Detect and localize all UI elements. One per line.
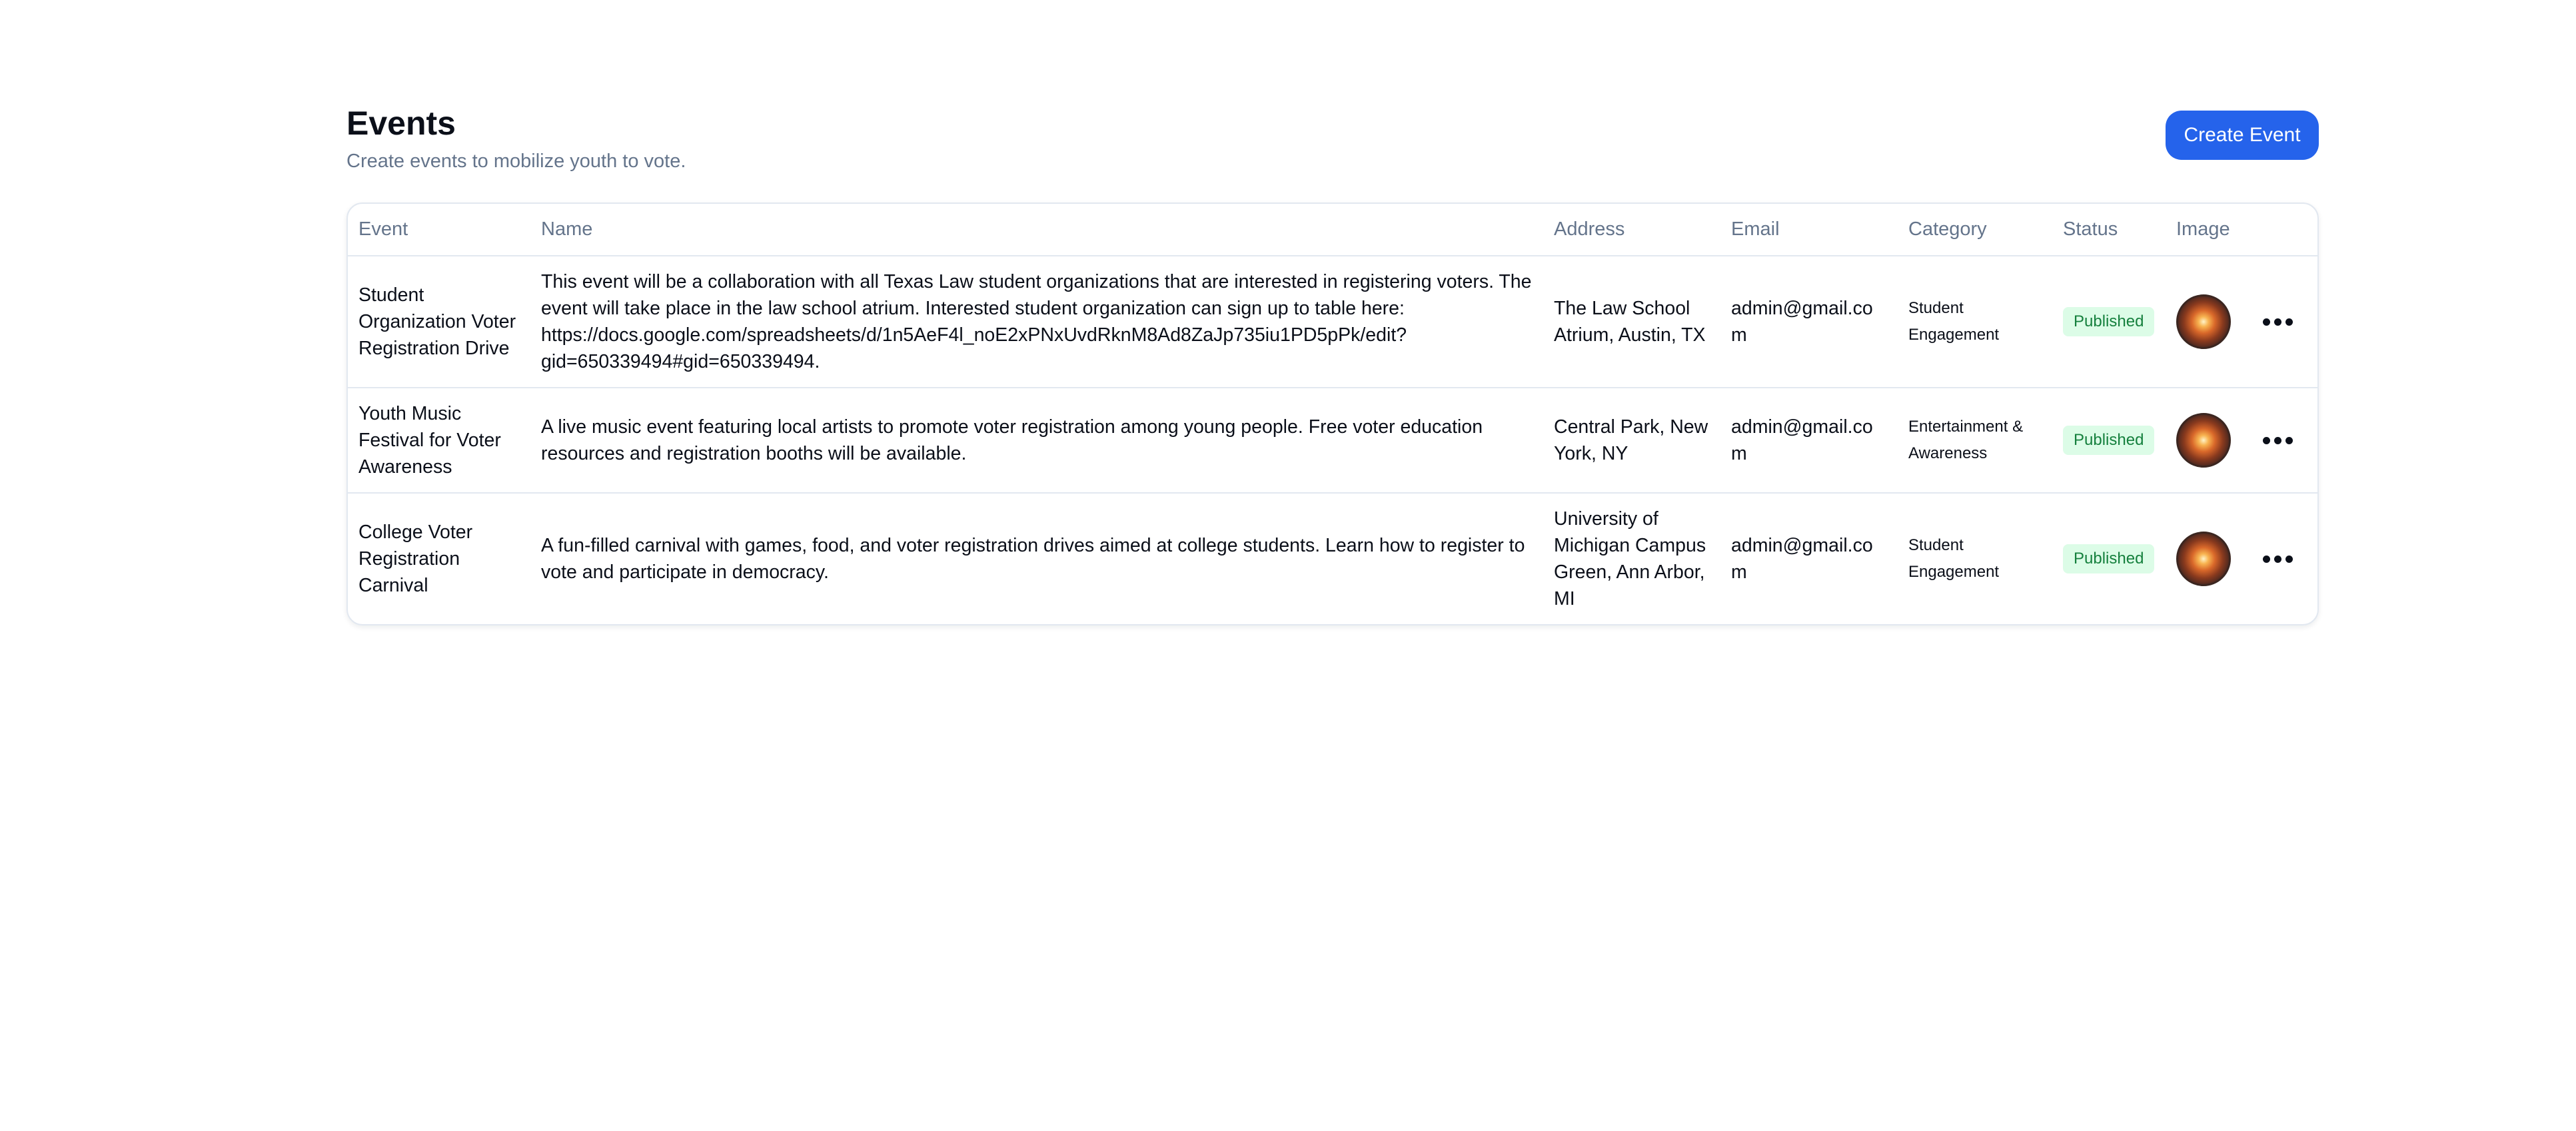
event-image-thumbnail-icon[interactable] [2176, 413, 2231, 468]
status-cell [2052, 388, 2166, 493]
page-title: Events [346, 105, 456, 142]
image-cell [2166, 493, 2251, 624]
create-event-button[interactable]: Create Event [2166, 111, 2319, 160]
category-cell: Student Engagement [1898, 256, 2052, 388]
address-cell: Central Park, New York, NY [1543, 388, 1720, 493]
status-cell [2052, 493, 2166, 624]
page-subtitle: Create events to mobilize youth to vote. [346, 151, 686, 172]
name-cell: This event will be a collaboration with all Texas Law student organizations that are interested in registering voters. The event will take place in the law school atrium. Interested student organization can sign up to table here: https://docs.google.com/spreadsheets/d/1n5AeF4l_noE2xPNxUvdRknM8Ad8ZaJp735iu1PD5pPk/edit?gid=650339494#gid=650339494. [530, 256, 1543, 388]
header-text [346, 100, 686, 175]
email-cell: admin@gmail.com [1731, 535, 1873, 583]
event-cell: College Voter Registration Carnival [358, 522, 473, 596]
column-header-name[interactable]: Name [530, 204, 1543, 256]
table-row[interactable] [348, 256, 2319, 388]
events-table [348, 204, 2319, 624]
column-header-actions [2251, 204, 2319, 256]
column-header-address[interactable]: Address [1543, 204, 1720, 256]
actions-cell [2251, 388, 2319, 493]
image-cell [2166, 388, 2251, 493]
image-cell [2166, 256, 2251, 388]
name-cell: A fun-filled carnival with games, food, and voter registration drives aimed at college students. Learn how to register to vote and participate in democracy. [541, 535, 1525, 583]
category-cell: Entertainment & Awareness [1898, 388, 2052, 493]
name-cell: A live music event featuring local artists to promote voter registration among young people. Free voter education resources and registration booths will be available. [530, 388, 1543, 493]
column-header-category[interactable]: Category [1898, 204, 2052, 256]
events-table-container [346, 202, 2319, 625]
event-cell: Student Organization Voter Registration Drive [348, 256, 530, 388]
event-image-thumbnail-icon[interactable] [2176, 294, 2231, 349]
more-options-icon[interactable] [2261, 549, 2293, 569]
more-options-icon[interactable] [2261, 430, 2293, 450]
status-badge: Published [2063, 307, 2154, 336]
actions-cell [2251, 493, 2319, 624]
event-image-thumbnail-icon[interactable] [2176, 532, 2231, 586]
events-page [346, 100, 2319, 625]
email-cell: admin@gmail.com [1720, 388, 1898, 493]
column-header-event[interactable]: Event [348, 204, 530, 256]
column-header-image[interactable]: Image [2166, 204, 2251, 256]
table-row[interactable] [348, 493, 2319, 624]
category-cell: Student Engagement [1908, 536, 2000, 581]
table-header-row [348, 204, 2319, 256]
event-cell: Youth Music Festival for Voter Awareness [348, 388, 530, 493]
table-row[interactable] [348, 388, 2319, 493]
address-cell: The Law School Atrium, Austin, TX [1543, 256, 1720, 388]
address-cell: University of Michigan Campus Green, Ann Arbor, MI [1554, 508, 1706, 609]
column-header-status[interactable]: Status [2052, 204, 2166, 256]
status-badge: Published [2063, 544, 2154, 573]
status-cell [2052, 256, 2166, 388]
status-badge: Published [2063, 426, 2154, 455]
more-options-icon[interactable] [2261, 312, 2293, 332]
page-header [346, 100, 2319, 200]
email-cell: admin@gmail.com [1720, 256, 1898, 388]
column-header-email[interactable]: Email [1720, 204, 1898, 256]
actions-cell [2251, 256, 2319, 388]
